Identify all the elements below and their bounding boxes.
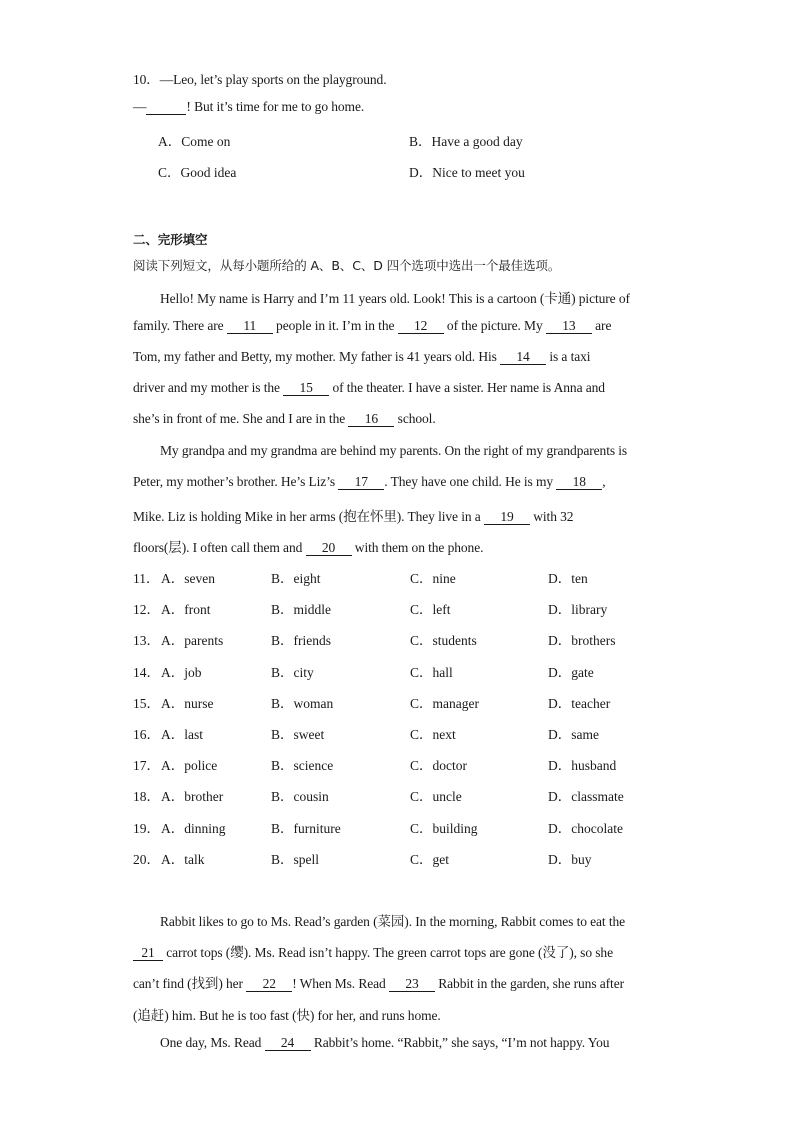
blank-22[interactable]: 22: [246, 977, 292, 992]
question-number: 19．: [133, 820, 160, 836]
q10-prompt: 10．—Leo, let’s play sports on the playground.: [133, 72, 387, 87]
question-number: 20．: [133, 851, 160, 867]
question-row: [133, 785, 673, 805]
question-row: [133, 848, 673, 868]
question-row: [133, 754, 673, 774]
text-segment: can’t find (找到) her: [133, 976, 247, 991]
question-number: 15．: [133, 695, 160, 711]
option-a[interactable]: A．job: [161, 664, 202, 680]
option-c[interactable]: C．left: [410, 602, 451, 618]
question-row: [133, 661, 673, 681]
passage2-line: [133, 972, 664, 992]
option-a[interactable]: A．front: [161, 602, 211, 618]
passage1-line: Hello! My name is Harry and I’m 11 years old. Look! This is a cartoon (卡通) picture of: [160, 291, 630, 306]
option-c[interactable]: C．hall: [410, 664, 453, 680]
option-d[interactable]: D．same: [548, 727, 599, 742]
option-a[interactable]: A．nurse: [161, 695, 214, 711]
blank-23[interactable]: 23: [389, 977, 435, 992]
option-b[interactable]: B．eight: [271, 571, 321, 586]
option-b[interactable]: B．cousin: [271, 789, 329, 805]
option-d[interactable]: D．chocolate: [548, 820, 623, 836]
text-segment: . They have one child. He is my: [384, 474, 557, 489]
text-segment: floors(层). I often call them and: [133, 540, 306, 555]
passage1-line: [133, 349, 664, 365]
text-segment: Rabbit in the garden, she runs after: [434, 976, 624, 991]
text-segment: school.: [394, 411, 436, 426]
option-b[interactable]: B．woman: [271, 695, 334, 711]
text-segment: with 32: [529, 509, 574, 524]
text-segment: Rabbit’s home. “Rabbit,” she says, “I’m not happy. You: [310, 1035, 610, 1050]
question-row: [133, 629, 673, 649]
blank-21[interactable]: 21: [133, 946, 163, 961]
text-segment: of the theater. I have a sister. Her name is Anna and: [329, 380, 605, 395]
passage1-line: [133, 505, 664, 525]
option-c[interactable]: C．manager: [410, 695, 479, 711]
q10-option-a[interactable]: A．Come on: [158, 134, 231, 149]
option-c[interactable]: C．nine: [410, 571, 456, 586]
text-segment: people in it. I’m in the: [272, 318, 398, 333]
question-row: [133, 817, 673, 837]
option-d[interactable]: D．classmate: [548, 789, 624, 805]
option-d[interactable]: D．library: [548, 602, 608, 618]
option-a[interactable]: A．parents: [161, 633, 224, 649]
option-d[interactable]: D．ten: [548, 571, 588, 586]
question-number: 11．: [133, 571, 160, 586]
option-b[interactable]: B．middle: [271, 602, 331, 618]
option-b[interactable]: B．science: [271, 758, 334, 774]
option-a[interactable]: A．police: [161, 758, 218, 774]
blank-14[interactable]: 14: [500, 350, 546, 365]
text-segment: of the picture. My: [443, 318, 546, 333]
passage1-line: [133, 474, 664, 490]
option-c[interactable]: C．students: [410, 633, 477, 649]
text-segment: are: [591, 318, 612, 333]
q10-dash: —: [133, 99, 147, 114]
question-row: [133, 567, 673, 587]
question-number: 18．: [133, 789, 160, 805]
option-a[interactable]: A．brother: [161, 789, 224, 805]
option-d[interactable]: D．gate: [548, 664, 594, 680]
blank-18[interactable]: 18: [556, 475, 602, 490]
text-segment: ,: [602, 474, 606, 489]
question-row: [133, 692, 673, 712]
passage2-line: [160, 1035, 664, 1051]
blank-12[interactable]: 12: [398, 319, 444, 334]
passage1-line: [133, 411, 664, 427]
option-b[interactable]: B．friends: [271, 633, 331, 649]
text-segment: ! When Ms. Read: [292, 976, 389, 991]
section-title: 二、完形填空: [133, 232, 208, 247]
option-a[interactable]: A．seven: [161, 571, 215, 586]
text-segment: family. There are: [133, 318, 227, 333]
option-c[interactable]: C．next: [410, 727, 456, 742]
blank-13[interactable]: 13: [546, 319, 592, 334]
q10-response-text: ! But it’s time for me to go home.: [186, 99, 365, 114]
option-b[interactable]: B．city: [271, 664, 314, 680]
option-c[interactable]: C．building: [410, 820, 478, 836]
blank-11[interactable]: 11: [227, 319, 273, 334]
blank-16[interactable]: 16: [348, 412, 394, 427]
passage1-line: [133, 318, 664, 334]
question-number: 17．: [133, 758, 160, 774]
question-number: 16．: [133, 727, 160, 742]
passage2-line: [133, 941, 664, 961]
q10-response: [133, 99, 664, 115]
text-segment: with them on the phone.: [351, 540, 484, 555]
question-number: 12．: [133, 602, 160, 618]
option-c[interactable]: C．get: [410, 851, 449, 867]
text-segment: is a taxi: [546, 349, 591, 364]
option-b[interactable]: B．spell: [271, 851, 320, 867]
text-segment: she’s in front of me. She and I are in the: [133, 411, 349, 426]
passage1-line: My grandpa and my grandma are behind my parents. On the right of my grandparents is: [160, 443, 628, 458]
blank-15[interactable]: 15: [283, 381, 329, 396]
question-row: [133, 723, 673, 743]
blank-20[interactable]: 20: [306, 541, 352, 556]
q10-option-c[interactable]: C．Good idea: [158, 165, 237, 180]
text-segment: Peter, my mother’s brother. He’s Liz’s: [133, 474, 339, 489]
option-d[interactable]: D．buy: [548, 851, 592, 867]
option-d[interactable]: D．brothers: [548, 633, 616, 649]
passage1-line: [133, 536, 664, 556]
option-a[interactable]: A．dinning: [161, 820, 226, 836]
text-segment: carrot tops (缨). Ms. Read isn’t happy. The green carrot tops are gone (没了), so she: [163, 945, 613, 960]
option-b[interactable]: B．sweet: [271, 727, 325, 742]
passage2-line: (追赶) him. But he is too fast (快) for her, and runs home.: [133, 1008, 441, 1023]
passage1-line: [133, 380, 664, 396]
blank-17[interactable]: 17: [338, 475, 384, 490]
option-d[interactable]: D．husband: [548, 758, 617, 774]
text-segment: Mike. Liz is holding Mike in her arms (抱在怀里). They live in a: [133, 509, 484, 524]
q10-option-d[interactable]: D．Nice to meet you: [409, 165, 525, 180]
passage2-line: Rabbit likes to go to Ms. Read’s garden (菜园). In the morning, Rabbit comes to eat the: [160, 914, 626, 929]
q10-blank[interactable]: [146, 100, 186, 115]
option-a[interactable]: A．talk: [161, 851, 205, 867]
option-b[interactable]: B．furniture: [271, 820, 341, 836]
option-c[interactable]: C．doctor: [410, 758, 467, 774]
question-number: 14．: [133, 664, 160, 680]
q10-option-b[interactable]: B．Have a good day: [409, 134, 523, 149]
text-segment: One day, Ms. Read: [160, 1035, 265, 1050]
option-d[interactable]: D．teacher: [548, 695, 611, 711]
text-segment: Tom, my father and Betty, my mother. My father is 41 years old. His: [133, 349, 501, 364]
blank-19[interactable]: 19: [484, 510, 530, 525]
option-a[interactable]: A．last: [161, 727, 203, 742]
blank-24[interactable]: 24: [265, 1036, 311, 1051]
question-row: [133, 598, 673, 618]
question-number: 13．: [133, 633, 160, 649]
text-segment: driver and my mother is the: [133, 380, 284, 395]
option-c[interactable]: C．uncle: [410, 789, 462, 805]
section-instruction: 阅读下列短文，从每小题所给的 A、B、C、D 四个选项中选出一个最佳选项。: [133, 258, 561, 273]
